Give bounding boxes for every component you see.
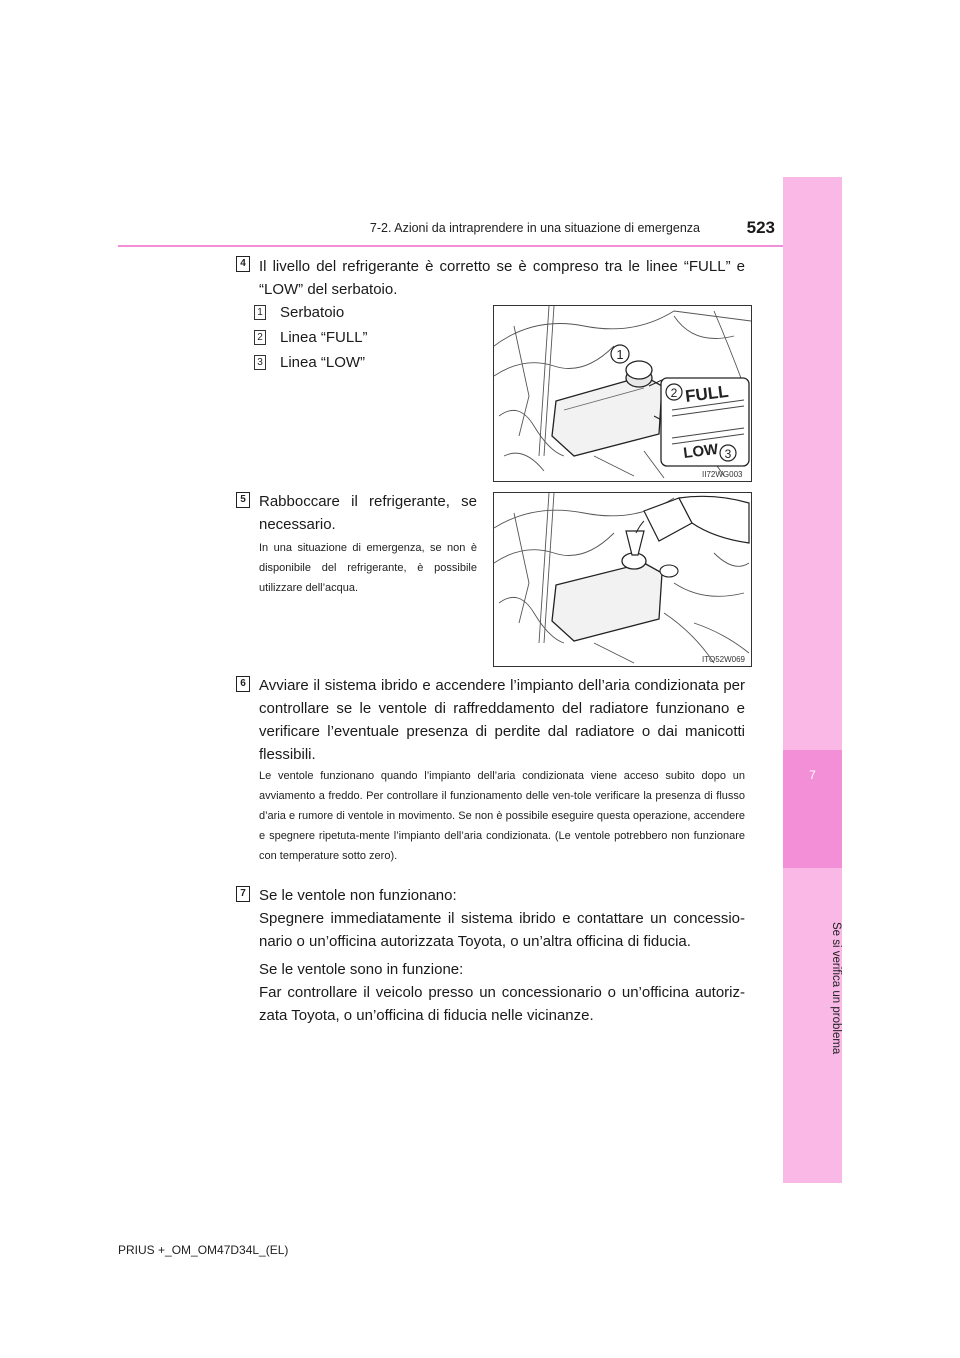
- step-7-case2-text: Far controllare il veicolo presso un concessionario o un’officina autoriz-zata Toyota, o un’officina di fiducia nelle vicinanze.: [259, 984, 745, 1024]
- figure-code-1: II72WG003: [702, 470, 743, 479]
- step-4-text: Il livello del refrigerante è corretto se è compreso tra le linee “FULL” e “LOW” del serbatoio.: [259, 258, 745, 298]
- step-6-text: Avviare il sistema ibrido e accendere l’impianto dell’aria condizionata per controllare se le ventole di raffreddamento del radiatore funzionano e verificare l’eventuale presenza di perdite dal radiatore o dai manicotti flessibili.: [259, 677, 745, 763]
- funnel: [626, 531, 644, 555]
- legend-num-3: 3: [254, 355, 266, 370]
- legend-num-2: 2: [254, 330, 266, 345]
- refill-illustration: [494, 493, 751, 666]
- reservoir-body-2: [552, 563, 662, 641]
- engine-bay-illustration: [494, 306, 751, 481]
- section-header: 7-2. Azioni da intraprendere in una situazione di emergenza: [369, 221, 700, 235]
- callout-3: 3: [724, 447, 732, 461]
- step-7-case1-text: Spegnere immediatamente il sistema ibrido e contattare un concessio-nario o un’officina autorizzata Toyota, o un’altra officina di fiducia.: [259, 910, 745, 950]
- callout-1: 1: [616, 347, 624, 362]
- refill-coolant-figure: [493, 492, 752, 667]
- step-badge-6: 6: [236, 676, 250, 692]
- legend-label-serbatoio: Serbatoio: [280, 304, 345, 321]
- chapter-number: 7: [809, 768, 816, 782]
- step-badge-7: 7: [236, 886, 250, 902]
- step-5-note: In una situazione di emergenza, se non è disponibile del refrigerante, è possibile utilizzare dell’acqua.: [259, 542, 477, 594]
- page-number: 523: [746, 218, 775, 237]
- low-mark-label: LOW: [682, 440, 720, 462]
- legend-num-1: 1: [254, 305, 266, 320]
- step-6-note: Le ventole funzionano quando l’impianto dell’aria condizionata viene acceso subito dopo un avviamento a freddo. Per controllare il funzionamento delle ven-tole verificare la presenza di flusso d’aria e rumore di ventole in movimento. Se non è possibile eseguire questa operazione, accendere e spegnere ripetuta-mente l’impianto dell’aria condizionata. (Le ventole potrebbero non funzionare con temperature sotto zero).: [259, 770, 745, 862]
- step-7-case2-title: Se le ventole sono in funzione:: [259, 961, 464, 978]
- step-7-case1-title: Se le ventole non funzionano:: [259, 887, 457, 904]
- document-code: PRIUS +_OM_OM47D34L_(EL): [118, 1243, 289, 1257]
- legend-label-full: Linea “FULL”: [280, 329, 368, 346]
- figure-code-2: ITO52W069: [702, 655, 745, 664]
- full-mark-label: FULL: [684, 381, 730, 406]
- legend-label-low: Linea “LOW”: [280, 354, 366, 371]
- step-badge-4: 4: [236, 256, 250, 272]
- chapter-title: Se si verifica un problema: [830, 921, 842, 1055]
- callout-2: 2: [670, 386, 678, 400]
- step-5-text: Rabboccare il refrigerante, se necessario.: [259, 493, 477, 533]
- step-badge-5: 5: [236, 492, 250, 508]
- header-rule: [118, 245, 783, 247]
- coolant-reservoir-figure: [493, 305, 752, 482]
- reservoir-body: [552, 376, 662, 456]
